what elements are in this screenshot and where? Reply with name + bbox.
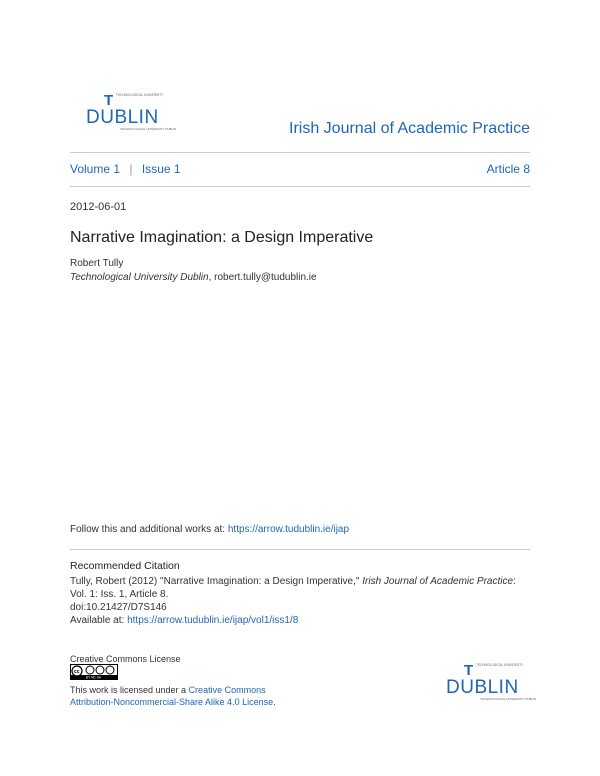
available-label: Available at:	[70, 615, 128, 626]
citation-text	[70, 575, 532, 601]
cc-heading: Creative Commons License	[70, 654, 181, 664]
logo-sub-text: TECHNOLOGICAL UNIVERSITY DUBLIN	[480, 697, 537, 701]
logo-top-letter: T	[464, 662, 474, 679]
article-link[interactable]: Article 8	[486, 162, 530, 176]
follow-text: Follow this and additional works at:	[70, 524, 228, 535]
divider	[70, 186, 530, 187]
divider	[70, 549, 530, 550]
doi: doi:10.21427/D7S146	[70, 602, 167, 613]
cc-badge-text: BY NC SA	[86, 675, 101, 680]
logo-side-text: TECHNOLOGICAL UNIVERSITY	[116, 93, 164, 97]
logo-sub-text: TECHNOLOGICAL UNIVERSITY DUBLIN	[120, 127, 177, 131]
author-affiliation	[70, 272, 317, 283]
license-after: .	[273, 697, 276, 707]
author-email: , robert.tully@tudublin.ie	[208, 272, 317, 283]
follow-line	[70, 524, 349, 535]
logo-word: DUBLIN	[446, 677, 519, 698]
journal-title[interactable]: Irish Journal of Academic Practice	[289, 120, 530, 137]
logo-word: DUBLIN	[86, 107, 159, 128]
svg-text:cc: cc	[74, 669, 80, 675]
citation-after: : Vol. 1: Iss. 1, Article 8.	[70, 576, 516, 600]
license-link[interactable]: Creative Commons Attribution-Noncommercial-Share Alike 4.0 License	[70, 685, 274, 707]
issue-link[interactable]: Issue 1	[141, 162, 181, 176]
available-line	[70, 615, 298, 626]
paper-title: Narrative Imagination: a Design Imperative	[70, 229, 374, 246]
divider	[70, 152, 530, 153]
publication-date: 2012-06-01	[70, 201, 127, 213]
citation-heading: Recommended Citation	[70, 560, 180, 572]
volume-link[interactable]: Volume 1	[70, 162, 121, 176]
follow-link[interactable]: https://arrow.tudublin.ie/ijap	[227, 524, 350, 535]
cc-license-badge[interactable]	[70, 664, 118, 680]
logo-top-letter: T	[104, 92, 114, 109]
license-before: This work is licensed under a	[70, 685, 189, 695]
citation-before: Tully, Robert (2012) "Narrative Imagination: a Design Imperative,"	[70, 576, 363, 587]
available-link[interactable]: https://arrow.tudublin.ie/ijap/vol1/iss1/8	[127, 615, 299, 626]
institution: Technological University Dublin	[70, 272, 209, 283]
license-text	[70, 684, 290, 708]
citation-journal: Irish Journal of Academic Practice	[362, 576, 514, 587]
author-name: Robert Tully	[70, 258, 124, 269]
tu-dublin-logo-bottom[interactable]	[444, 660, 537, 706]
breadcrumb	[70, 162, 181, 176]
breadcrumb-separator: |	[129, 162, 133, 176]
logo-side-text: TECHNOLOGICAL UNIVERSITY	[476, 663, 524, 667]
tu-dublin-logo[interactable]	[84, 90, 177, 136]
